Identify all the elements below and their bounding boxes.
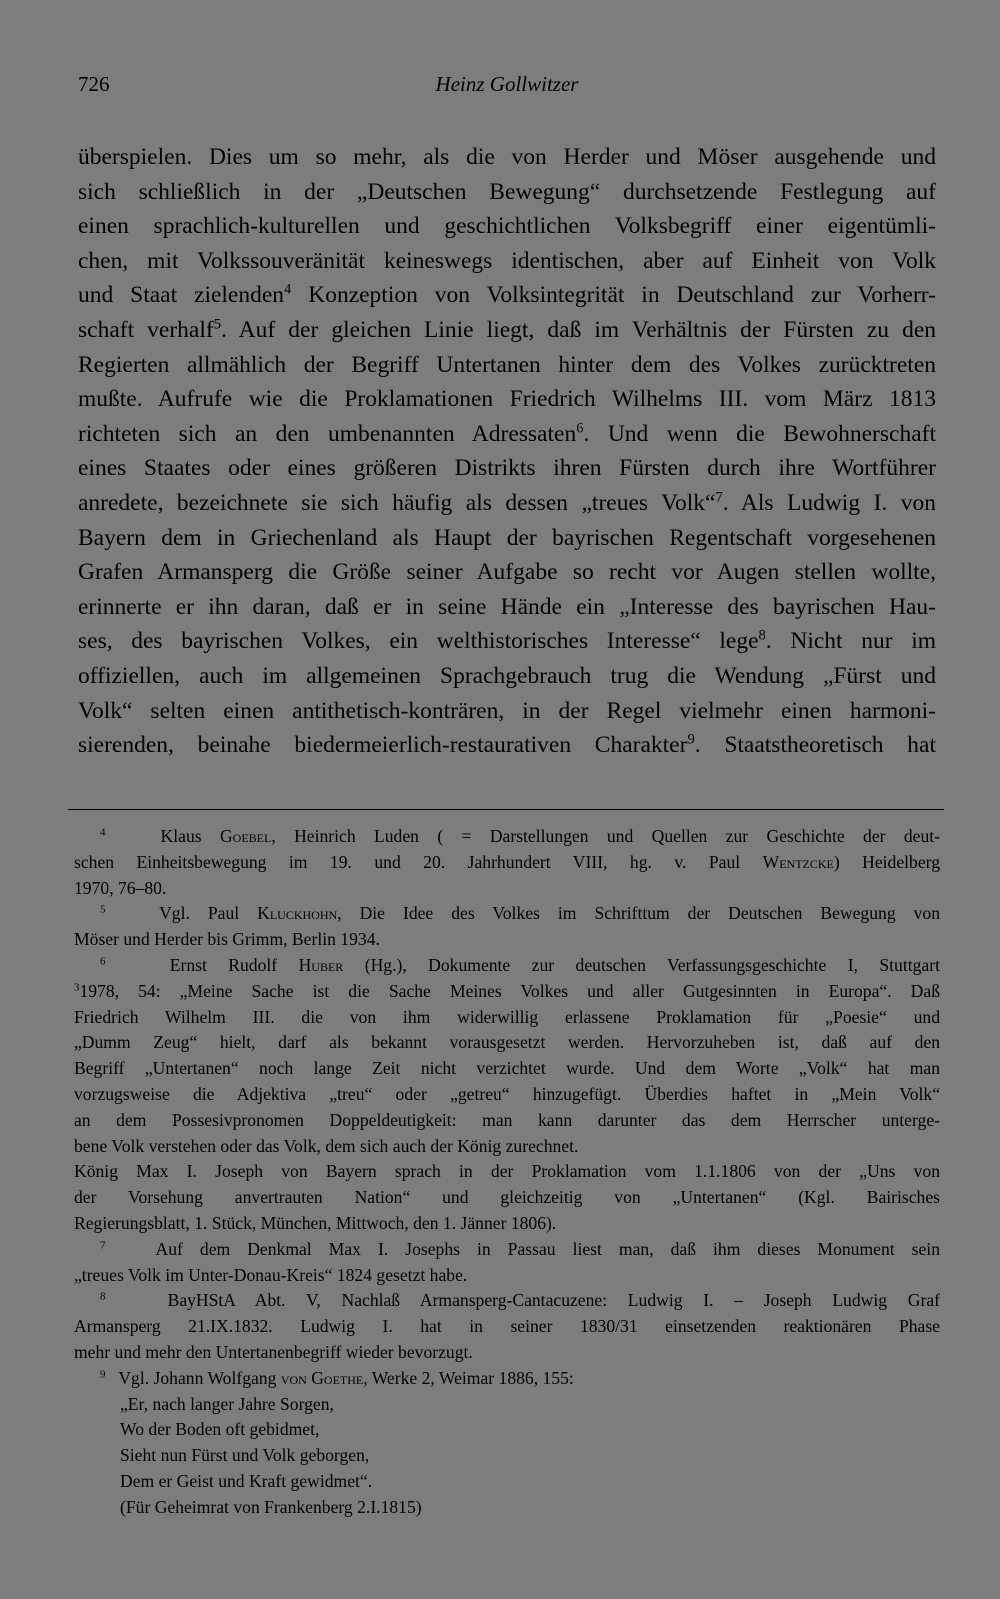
text-line: schaft verhalf$^5$. Auf der gleichen Linie liegt, daß im Verhältnis der Fürsten zu den	[78, 316, 937, 343]
author-name: Wentzcke	[762, 851, 834, 872]
author-name: von Goethe	[280, 1367, 364, 1388]
main-text	[78, 140, 936, 763]
running-header	[78, 72, 936, 104]
author-name: Goebel	[219, 826, 272, 846]
footnote-number: 7	[100, 1239, 106, 1252]
author-name: Kluckhohn	[257, 903, 338, 924]
footnote-number: 8	[100, 1290, 106, 1303]
running-head-author: Heinz Gollwitzer	[435, 72, 579, 96]
footnote-line: $^6$ Ernst Rudolf Huber (Hg.), Dokumente zur deutschen Verfassungsgeschichte I, Stuttgart	[100, 954, 940, 975]
footnote-line: „Dumm Zeug“ hielt, darf als bekannt vorausgesetzt werden. Hervorzuheben ist, daß auf den	[74, 1032, 940, 1053]
footnote-number: 6	[100, 955, 106, 968]
footnote-line: mehr und mehr den Untertanenbegriff wieder bevorzugt.	[74, 1341, 473, 1362]
page-number: 726	[78, 72, 110, 96]
text-line: Grafen Armansperg die Größe seiner Aufgabe so recht vor Augen stellen wollte,	[78, 559, 936, 586]
footnote-line: 1970, 76–80.	[74, 877, 167, 898]
footnote-ref: 4	[284, 281, 292, 298]
footnote-line: vorzugsweise die Adjektiva „treu“ oder „getreu“ hinzugefügt. Überdies haftet in „Mein Volk“	[74, 1083, 940, 1104]
footnote-ref: 9	[687, 731, 695, 748]
author-name: Huber	[298, 954, 344, 975]
text-line: mußte. Aufrufe wie die Proklamationen Friedrich Wilhelms III. vom März 1813	[78, 386, 936, 413]
poem-line: (Für Geheimrat von Frankenberg 2.I.1815)	[120, 1496, 422, 1517]
footnote-line: $^8$ BayHStA Abt. V, Nachlaß Armansperg-Cantacuzene: Ludwig I. – Joseph Ludwig Graf	[100, 1290, 940, 1311]
footnote-line: „treues Volk im Unter-Donau-Kreis“ 1824 gesetzt habe.	[74, 1264, 468, 1285]
text-line: sierenden, beinahe biedermeierlich-restaurativen Charakter$^9$. Staatstheoretisch hat	[78, 731, 936, 759]
poem-line: Wo der Boden oft gebidmet,	[120, 1419, 320, 1440]
text-line: überspielen. Dies um so mehr, als die von Herder und Möser ausgehende und	[78, 144, 936, 170]
text-line: anredete, bezeichnete sie sich häufig als dessen „treues Volk“$^7$. Als Ludwig I. von	[78, 489, 936, 516]
text-line: Bayern dem in Griechenland als Haupt der bayrischen Regentschaft vorgesehenen	[78, 524, 936, 551]
text-line: und Staat zielenden$^4$ Konzeption von Volksintegrität in Deutschland zur Vorherr-	[78, 281, 936, 309]
text-line: offiziellen, auch im allgemeinen Sprachgebrauch trug die Wendung „Fürst und	[78, 662, 936, 689]
text-line: richteten sich an den umbenannten Adressaten$^6$. Und wenn die Bewohnerschaft	[78, 420, 936, 447]
footnote-line: $^9$ Vgl. Johann Wolfgang von Goethe, Werke 2, Weimar 1886, 155:	[100, 1367, 574, 1388]
footnote-line: $^4$ Klaus Goebel, Heinrich Luden ( = Darstellungen und Quellen zur Geschichte der deut-	[100, 826, 941, 846]
footnote-line: $^7$ Auf dem Denkmal Max I. Josephs in Passau liest man, daß ihm dieses Monument sein	[100, 1238, 940, 1259]
footnote-line: der Vorsehung anvertrauten Nation“ und gleichzeitig von „Untertanen“ (Kgl. Bairisches	[74, 1187, 940, 1208]
footnote-ref: 5	[213, 316, 222, 333]
text-line: eines Staates oder eines größeren Distrikts ihren Fürsten durch ihre Wortführer	[78, 455, 936, 482]
text-line: sich schließlich in der „Deutschen Bewegung“ durchsetzende Festlegung auf	[78, 178, 936, 205]
footnote-number: 5	[100, 903, 106, 916]
footnote-line: Möser und Herder bis Grimm, Berlin 1934.	[74, 929, 380, 950]
text-line: Regierten allmählich der Begriff Untertanen hinter dem des Volkes zurücktreten	[78, 351, 936, 378]
poem-line: Sieht nun Fürst und Volk geborgen,	[120, 1445, 370, 1466]
footnote-line: Begriff „Untertanen“ noch lange Zeit nicht verzichtet wurde. Und dem Worte „Volk“ hat man	[74, 1058, 940, 1079]
footnote-line: an dem Possesivpronomen Doppeldeutigkeit: man kann darunter das dem Herrscher unterge-	[74, 1109, 940, 1130]
footnote-line: König Max I. Joseph von Bayern sprach in der Proklamation vom 1.1.1806 von der „Uns von	[74, 1161, 940, 1182]
footnote-ref: 7	[715, 489, 723, 506]
text-line: Volk“ selten einen antithetisch-konträren, in der Regel vielmehr einen harmoni-	[78, 697, 936, 724]
text-line: erinnerte er ihn daran, daß er in seine Hände ein „Interesse des bayrischen Hau-	[78, 593, 936, 620]
footnote-line: Friedrich Wilhelm III. die von ihm widerwillig erlassene Proklamation für „Poesie“ und	[74, 1006, 940, 1027]
footnote-line: $^3$1978, 54: „Meine Sache ist die Sache Meines Volkes und aller Gutgesinnten in Europa“. Daß	[74, 980, 940, 1001]
poem-line: Dem er Geist und Kraft gewidmet“.	[120, 1470, 373, 1491]
footnote-line: $^5$ Vgl. Paul Kluckhohn, Die Idee des Volkes im Schrifttum der Deutschen Bewegung von	[100, 903, 940, 924]
text-line: chen, mit Volkssouveränität keineswegs identischen, aber auf Einheit von Volk	[78, 247, 936, 274]
footnote-line: bene Volk verstehen oder das Volk, dem sich auch der König zurechnet.	[74, 1135, 579, 1156]
edition-number: 3	[74, 981, 80, 994]
poem-line: „Er, nach langer Jahre Sorgen,	[120, 1393, 334, 1414]
footnotes	[74, 824, 940, 1521]
text-line: ses, des bayrischen Volkes, ein welthistorisches Interesse“ lege$^8$. Nicht nur im	[78, 627, 937, 655]
footnote-number: 4	[100, 826, 106, 839]
footnote-line: Regierungsblatt, 1. Stück, München, Mittwoch, den 1. Jänner 1806).	[74, 1212, 557, 1233]
text-line: einen sprachlich-kulturellen und geschichtlichen Volksbegriff einer eigentümli-	[78, 213, 936, 240]
footnote-ref: 6	[576, 420, 584, 437]
footnote-number: 9	[100, 1368, 106, 1381]
footnote-line: schen Einheitsbewegung im 19. und 20. Jahrhundert VIII, hg. v. Paul Wentzcke) Heidelberg	[74, 851, 940, 872]
footnote-ref: 8	[758, 627, 766, 644]
footnote-line: Armansperg 21.IX.1832. Ludwig I. hat in seiner 1830/31 einsetzenden reaktionären Phase	[74, 1316, 940, 1337]
footnote-divider	[68, 809, 944, 810]
